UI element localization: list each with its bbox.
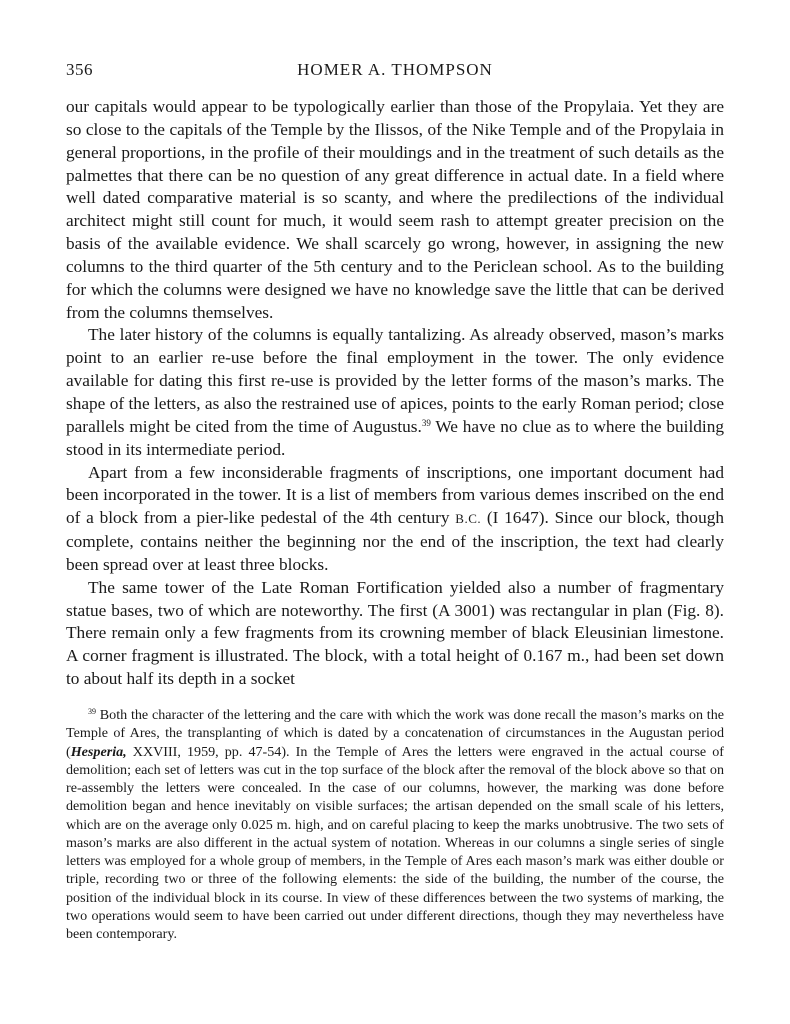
page-number: 356 — [66, 60, 93, 79]
running-title: HOMER A. THOMPSON — [297, 60, 493, 79]
footnote-ref-39[interactable]: 39 — [421, 417, 431, 428]
footnote-39 — [66, 706, 724, 943]
body-text — [66, 96, 724, 691]
footnote-number: 39 — [88, 707, 96, 716]
running-head — [66, 60, 724, 86]
paragraph-3-text-b: (I 1647). Since our block, though complete, contains neither the beginning nor the end of the inscription, the text had clearly been spread over at least three blocks. — [66, 508, 724, 574]
paragraph-2 — [66, 324, 724, 461]
paragraph-2-text-a: The later history of the columns is equally tantalizing. As already observed, mason’s marks point to an earlier re-use before the final employment in the tower. The only evidence available for dating this first re-use is provided by the letter forms of the mason’s marks. The shape of the letters, as also the restrained use of apices, points to the early Roman period; close parallels might be cited from the time of Augustus. — [66, 325, 724, 436]
paragraph-2-text-b: We have no clue as to where the building stood in its intermediate period. — [66, 416, 725, 459]
footnotes — [66, 706, 724, 943]
paragraph-1: our capitals would appear to be typologically earlier than those of the Propylaia. Yet they are so close to the capitals of the Temple by the Ilissos, of the Nike Temple and of the Propylaia in general proportions, in the profile of their mouldings and in the treatment of such details as the palmettes that there can be no question of any great difference in actual date. In a field where well dated comparative material is so scanty, and where the predilections of the individual architect might still count for much, it would seem rash to attempt greater precision on the basis of the available evidence. We shall scarcely go wrong, however, in assigning the new columns to the third quarter of the 5th century and to the Periclean school. As to the building for which the columns were designed we have no knowledge save the little that can be derived from the columns themselves. — [66, 97, 724, 322]
footnote-text-a: Both the character of the lettering and the care with which the work was done recall the mason’s marks on the Temple of Ares, the transplanting of which is dated by a concatenation of circumstances in the Augustan period ( — [66, 707, 724, 760]
era-abbreviation: B.C. — [455, 511, 482, 527]
paragraph-3 — [66, 462, 724, 577]
journal-title: Hesperia, — [70, 743, 127, 760]
paragraph-4: The same tower of the Late Roman Fortification yielded also a number of fragmentary statue bases, two of which are noteworthy. The first (A 3001) was rectangular in plan (Fig. 8). There remain only a few fragments from its crowning member of black Eleusinian limestone. A corner fragment is illustrated. The block, with a total height of 0.167 m., had been set down to about half its depth in a socket — [66, 577, 724, 689]
paragraph-3-text-a: Apart from a few inconsiderable fragments of inscriptions, one important document had been incorporated in the tower. It is a list of members from various demes inscribed on the end of a block from a pier-like pedestal of the 4th century — [66, 462, 724, 528]
footnote-text-b: XXVIII, 1959, pp. 47-54). In the Temple of Ares the letters were engraved in the actual course of demolition; each set of letters was cut in the top surface of the block after the removal of the block above so that on re-assembly the letters were concealed. In the case of our columns, however, the marking was done before demolition began and hence inevitably on visible surfaces; the artisan depended on the small scale of his letters, which are on the average only 0.025 m. high, and on careful placing to keep the marks unobtrusive. The two sets of mason’s marks are also different in the actual system of notation. Whereas in our columns a single series of single letters was employed for a whole group of members, in the Temple of Ares each mason’s mark was either double or triple, recording two or three of the following elements: the side of the building, the number of the course, the position of the individual block in its course. In view of these differences between the two systems of marking, the two operations would seem to have been carried out under different directions, though they may nevertheless have been contemporary. — [66, 743, 724, 942]
